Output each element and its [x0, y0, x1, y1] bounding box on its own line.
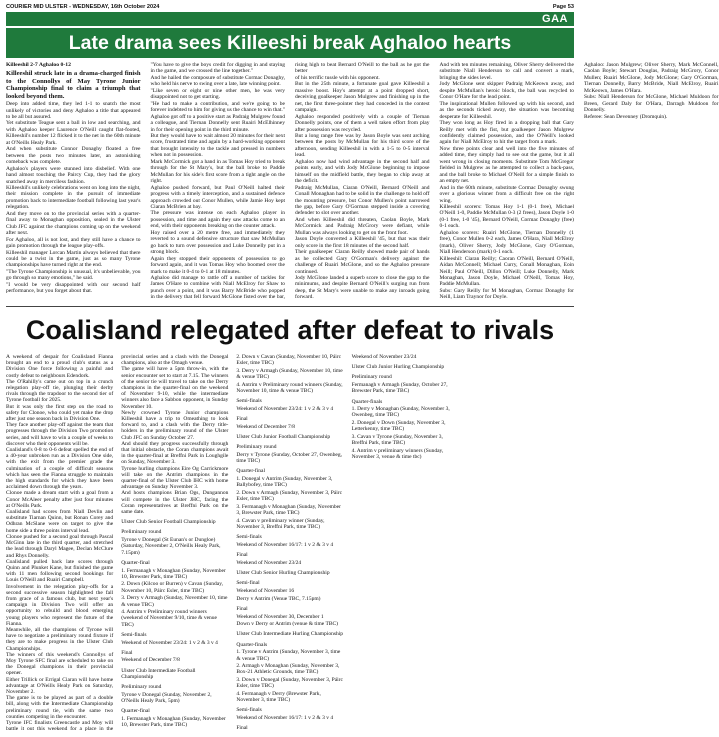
- article2-paragraph: The winners of this weekend's Connollys of Moy Tyrone SFC final are scheduled to take on the Donegal champions in their provincial opener.: [6, 651, 114, 677]
- fixture-item: 1. Tyrone v Antrim (Sunday, November 3, time & venue TBC): [236, 649, 341, 662]
- article2-paragraph: And should they progress successfully through that initial obstacle, the Coran champions await in the quarter-final at Breffni Park in Loughgile on Sunday, November 3.: [121, 440, 229, 466]
- article1-paragraph: Aghaloo got off to a positive start as Padraig Mulgrew found a colleague, and Tiernan Donnelly sent Ruairi McElhinney in for their opening point in the third minute.: [150, 113, 285, 133]
- fixture-heading: Final: [236, 725, 248, 732]
- article2-paragraph: But it was only the first step on the road to safety for Clonoe, who could yet make the drop after just one season back in Division One.: [6, 403, 114, 423]
- article2-paragraph: Either Trillick or Errigal Ciaran will have home advantage at O'Neills Healy Park on Saturday, November 2.: [6, 676, 114, 695]
- fixture-heading: Quarter-final: [121, 559, 150, 566]
- fixture-heading: Final: [236, 605, 248, 612]
- article1-paragraph: And in the 60th minute, substitute Cormac Donaghy swung over a glorious winner from a difficult free on the right wing.: [439, 184, 574, 204]
- fixture-item: Weekend of November 23/24: [351, 354, 417, 360]
- article2-paragraph: A weekend of despair for Coalisland Fianna brought an end to a proud club's status as a Division One force following a painful and costly defeat to neighbours Edendork.: [6, 354, 114, 379]
- fixture-item: 4. Antrim v preliminary winners (Sunday, November 3, venue & time tbc): [351, 447, 444, 461]
- article1-paragraph: Aghaloo pushed forward, but Paul O'Neill halted their progress with a timely interception, and a sustained defence approach crowded out Conor Mullen, while Jamie Hoy kept Ciaran McBrien at bay.: [150, 184, 285, 210]
- fixture-item: 2. Donegal v Down (Sunday, November 3, Letterkenny, time TBC): [351, 420, 446, 433]
- article1-paragraph: Jody McGlone sent skipper Padraig McKeown away, and despite McMullan's heroic block, the ball was recycled to Conor O'Hare for the lead point.: [439, 81, 574, 101]
- article2-paragraph: They face another play-off against the team that progresses through the Division Two promotion series, and will have to win a couple of weeks to discover who their opponents will be.: [6, 422, 114, 447]
- article1-paragraph: And he hailed the composure of substitute Cormac Donaghy, who held his nerve to swing over a late, late winning point.: [150, 74, 285, 88]
- fixture-item: 4. Cavan v preliminary winner (Sunday, November 3, Breffni Park, time TBC): [236, 517, 325, 530]
- article1-paragraph: Aghaloo's players were stunned into disbelief. With one hand almost touching the Paircy Cup, they had the glory snatched away in merciless fashion.: [6, 165, 141, 185]
- fixture-item: Weekend of November 30, December 1: [236, 613, 324, 620]
- article2-paragraph: Tyrone hurling champions Eire Og Carrickmore will take on the Antrim champions in the quarter-final of the Ulster Club IHC with home advantage on Sunday November 3.: [121, 465, 229, 491]
- fixture-heading: Semi-finals: [121, 631, 147, 638]
- article2-paragraph: Tyrone IFC finalists Greencastle and Moy will battle it out this weekend for a place in the provincial series and a clash with the Donegal champions, also at the Omagh venue.: [6, 354, 229, 733]
- fixture-heading: Final: [121, 649, 133, 656]
- fixture-item: Weekend of November 23/24: 1 v 2 & 3 v 4: [236, 405, 334, 412]
- article1-paragraph: But they would have to wait almost 20 minutes for their next score, frustrated time and again by a hard-working opponent that brought intensity to the tackle and pressed in numbers when not in possession.: [150, 132, 285, 159]
- fixture-heading: Ulster Club Senior Hurling Championship: [236, 569, 330, 576]
- article1-paragraph: Aghaloo now had wind advantage in the second half and points early, and with Jody McGlone beginning to impose himself on the midfield battle, they began to chip away at the deficit.: [295, 158, 430, 185]
- fixture-item: 3. Derry v Armagh (Sunday, November 10, time & venue TBC): [236, 367, 343, 381]
- fixture-heading: Quarter-finals: [351, 398, 383, 405]
- article2-paragraph: And hosts champions Brian Ogs, Dungannon will compete in the Ulster JHC, facing the Coran representatives at Breffni Park on the same date.: [121, 490, 229, 516]
- fixture-item: 3. Down v Donegal (Sunday, November 3, Páirc Esler, time TBC): [236, 677, 343, 690]
- article1-paragraph: Jason Doyle converted a Killeeshil '45, but that was their only score in the first 18 minutes of the second half.: [295, 236, 430, 249]
- article2-paragraph: The game will have a 5pm throw-in, with the senior encounter set to start at 7.15. The winners of the senior tie will travel to take on the Derry champions in the quarter-final on the weekend of November 9-10, while the intermediate winners also face a Sabbon opponent, in Sunday November 10.: [121, 366, 229, 410]
- article1-paragraph: Deep into added time, they led 1-1 to snatch the most unlikely of victories and deny Aghaloo a title that appeared to be all but assured.: [6, 101, 141, 120]
- fixture-heading: Preliminary round: [121, 529, 162, 536]
- page-number: Page 53: [552, 4, 574, 10]
- fixture-heading: Final: [236, 416, 248, 423]
- fixture-item: 3. Cavan v Tyrone (Sunday, November 3, Breffni Park, time TBC): [351, 434, 443, 447]
- article1-paragraph: "You have to give the boys credit for digging in and staying in the game, and we crossed the line together.": [150, 62, 285, 75]
- fixture-heading: Semi-final: [236, 580, 260, 587]
- fixture-item: 4. Antrim v Preliminary round winners (weekend of November 9/10, time & venue TBC): [121, 609, 217, 628]
- article1-paragraph: Killeeshil manager Lorcan Martin always believed that there could be a twist in the game, just as so many Tyrone championships have turned right at the end.: [6, 249, 141, 269]
- article2-headline: Coalisland relegated after defeat to rivals: [25, 315, 555, 345]
- article1-paragraph: Aghaloo scorers: Ruairi McGlone, Tiernan Donnelly (1 free), Conor Mullen 0-2 each, James O'Hara, Niall McElroy (mark), Oliver Sherry, Jody McGlone, Gary O'Gorman, Niall Henderson (mark) 0-1 each.: [439, 229, 574, 256]
- fixture-item: 4. Fermanagh v Derry (Brewster Park, November 3, time TBC): [236, 691, 321, 704]
- article1-paragraph: And with ten minutes remaining, Oliver Sherry delivered the substitute Niall Henderson to call and convert a mark, bringing the sides level.: [439, 62, 574, 81]
- article1-paragraph: Yet substitute Teague sent a ball in low and searching, and with Aghaloo keeper Laurence O'Neill caught flat-footed, Killeeshil's number 12 flicked it to the net in the 60th minute at O'Neills Healy Park.: [6, 120, 141, 146]
- fixture-heading: Final: [236, 552, 248, 559]
- article1-paragraph: Aghaloo: Jason Mulgrew; Oliver Sherry, Mark McConnell, Caolan Boyle; Stewart Douglas, Padraig McGrory, Conor Mullen; Ruairi McGlone, Jody McGlone; Gary O'Gorman, Tiernan Donnelly, Barry McBride, Niall McElroy, Ruairi McKeown, James O'Hara.: [584, 62, 719, 94]
- fixture-item: Down v Derry or Antrim (venue & time TBC): [236, 621, 339, 628]
- article1-body: [6, 62, 719, 302]
- article1-paragraph: Killeeshil's unlikely celebrations went on long into the night, their mission complete in the pursuit of immediate promotion back to intermediate football following last year's relegation.: [6, 184, 141, 211]
- fixture-heading: Quarter-finals: [236, 641, 268, 648]
- article1-paragraph: And when substitute Connor Donaghy floated a free between the posts two minutes later, an astonishing comeback was complete.: [6, 146, 141, 166]
- fixture-item: 4. Antrim v Preliminary round winners (Sunday, November 10, time & venue TBC): [236, 381, 343, 395]
- article1-score: Killeeshil 2-7 Aghaloo 0-12: [6, 62, 71, 68]
- article2-paragraph: Clonoe pushed for a second goal through Pascal McGinn late in the third quarter, and stretched the lead through Daryl Magee, Declan McClure and Rhys Donnelly.: [6, 533, 114, 559]
- article2-paragraph: Coalisland pulled back late scores through Quinn and Plunket Kane, but finished the game with 11 men following second bookings for Louis O'Neill and Ruairi Campbell.: [6, 558, 114, 584]
- article1-paragraph: Now three points clear and well into the five minutes of added time, they simply had to see out the game, but it all went wrong in closing moments. Substitute Tom McGregor fielded in Mulgrew as he attempted to collect a back-pass, and the ball broke to Michael O'Neill for a simple finish to an empty net.: [439, 145, 574, 185]
- fixture-item: Weekend of December 7/8: [121, 657, 180, 664]
- article1-paragraph: Subs: Gary Reilly for M Monaghan, Cormac Donaghy for Neill, Liam Traynor for Doyle.: [439, 287, 574, 301]
- fixture-item: Weekend of November 23/24: [236, 559, 302, 566]
- fixture-heading: Quarter-final: [121, 708, 150, 715]
- fixture-item: 1. Fermanagh v Monaghan (Sunday, November 10, Brewster Park, time TBC): [121, 715, 226, 729]
- article1-paragraph: But a long range free was by Jason Boyle was sent arching between the posts by McMullan for his third score of the afternoon, sending Killeeshil in with a 1-5 to 0-5 interval lead.: [295, 132, 430, 159]
- publication-date: COURIER MID ULSTER - WEDNESDAY, 16th October 2024: [6, 4, 160, 10]
- fixture-heading: Preliminary round: [121, 684, 162, 691]
- article1-headline: Late drama sees Killeeshi break Aghaloo hearts: [6, 28, 574, 58]
- section-bar: [6, 12, 574, 26]
- article2-paragraph: Coalisland's 0-8 to 0-6 defeat spelled the end of a 40-year unbroken run as a Division One side, with the exit from the premier grade the culmination of a couple of difficult seasons which has seen the Fianna struggle to maintain the high standards for which they have been acclaimed down through the years.: [6, 447, 114, 491]
- article2-paragraph: Coalisland had scores from Niall Devlin and substitute Tiarnan Quinn, but Ronan Corey and Odhran McSlane were on target to give the home side a three points interval lead.: [6, 509, 114, 534]
- fixture-heading: Semi-finals: [236, 707, 262, 714]
- fixture-item: 1. Derry v Monaghan (Sunday, November 3, Owenbeg, time TBC): [351, 406, 450, 419]
- article1-paragraph: The inspirational Mullen followed up with his second, and as the seconds ticked away, the situation was becoming desperate for Killeeshil.: [439, 100, 574, 120]
- fixture-item: 2. Down v Armagh (Sunday, November 3, Páirc Esler, time TBC): [236, 489, 343, 503]
- article1-intro: Killeeshil struck late in a drama-charged finish to the Connollys of May Tyrone Junior Championship final to claim a triumph that looked beyond them.: [6, 70, 141, 100]
- article1-paragraph: And when Killeeshil did threaten, Caolan Boyle, Mark McCormick and Padraig McGrory were defiant, while Mullan was always looking to get on the front foot.: [295, 216, 430, 236]
- fixture-item: Weekend of November 16/17: 1 v 2 & 3 v 4: [236, 715, 334, 722]
- article1-paragraph: And they move on to the provincial series with a quarter-final away to Monaghan opposition, sealed in the Ulster Club JFC against the champions coming up on the weekend after next.: [6, 210, 141, 237]
- fixture-heading: Ulster Club Intermediate Football Championship: [121, 667, 196, 680]
- article1-paragraph: Killeeshil: Ciaran Reilly; Caoran O'Neill, Bernard O'Neill, Aidan McConnell; Michael Curry, Conall Monaghan, Eoin Neill; Paul O'Neill, Dillon O'Neill; Luke Donnelly, Mark Monaghan, Jason Doyle, Michael O'Neill, Tomas Hoy, Paddie McMullan.: [439, 255, 574, 288]
- article1-paragraph: For Aghaloo, all is not lost, and they still have a chance to gain promotion through the league play-offs.: [6, 236, 141, 250]
- fixture-heading: Quarter-final: [236, 468, 265, 475]
- fixture-heading: Ulster Club Intermediate Hurling Championship: [236, 631, 343, 638]
- article2-paragraph: Clonoe made a dream start with a goal from a Conor McAleer penalty after just four minutes at O'Neills Park.: [6, 490, 114, 509]
- article1-paragraph: But in the 25th minute, a fortunate goal gave Killeeshil a massive boost. Hoy's attempt at a point dropped short, deceiving goalkeeper Jason Mulgrew and finishing up in the net, the first three-pointer they had conceded in the contest campaign.: [295, 81, 430, 114]
- masthead: [6, 2, 574, 12]
- fixture-item: Derry v Antrim (Venue TBC, 7.15pm): [236, 595, 321, 602]
- article1-paragraph: "The Tyrone Championship is unusual, it's unbelievable, you go through so many emotions," he said.: [6, 268, 141, 282]
- article1-paragraph: Aghaloo did manage to rattle off a number of tackles for James O'Hare to combine with Niall McElroy for Shaw to punch over a point, and it was Barry McBride who popped in the delivery that fell forward McGlone fisted over the bar, rising high to beat Bernard O'Neill to the ball as he got the better: [150, 62, 430, 301]
- fixture-heading: Semi-finals: [236, 534, 262, 541]
- article1-paragraph: "He had to make a contribution, and we're going to be forever indebted to him for giving us the chance to win that.": [150, 100, 286, 114]
- fixture-item: Weekend of November 23/24: 1 v 2 & 3 v 4: [121, 639, 218, 646]
- fixture-heading: Ulster Club Junior Hurling Championship: [351, 364, 445, 371]
- fixture-item: Weekend of November 16: [236, 587, 295, 594]
- article1-paragraph: "Like seven or eight or nine other men, he was very disappointed not to get starting.: [150, 87, 285, 101]
- fixture-item: Fermanagh v Armagh (Sunday, October 27, Brewster Park, time TBC): [351, 382, 448, 395]
- fixture-item: 2. Down (Kilcoo or Burren) v Cavan (Sunday, November 10, Páirc Esler, time TBC): [121, 581, 224, 594]
- fixture-item: Tyrone v Donegal (St Eunan's or Dungloe) (Saturday, November 2, O'Neills Healy Park, 7.15pm): [121, 537, 221, 556]
- article2-paragraph: The game is to be played as part of a double bill, along with the Intermediate Championship preliminary round tie, with the same two counties competing in the encounter.: [6, 695, 114, 720]
- fixture-item: Weekend of December 7/8: [236, 423, 296, 430]
- article1-paragraph: Killeeshil scorers: Tomas Hoy 1-1 (0-1 free), Michael O'Neill 1-0, Paddie McMullan 0-3 (2 frees), Jason Doyle 1-0 (0-1 free, 1-0 '45), Bernard O'Neill, Cormac Donaghy (free) 0-1 each.: [439, 203, 574, 230]
- article2-paragraph: The O'Rahilly's came out on top in a crunch relegation play-off tie, plunging their derby rivals through the trapdoor to the second tier of Tyrone football for 2025.: [6, 378, 114, 404]
- article1-paragraph: Jody McGlone landed a superb score to close the gap to the minimums, and despite Bernard O'Neill's surging run from deep, the St Mary's were unable to make any inroads going forward.: [295, 274, 430, 301]
- article2-paragraph: Meanwhile, all the champions of Tyrone will have to negotiate a preliminary round fixture if they are to make progress in the Ulster Club Championships.: [6, 626, 114, 652]
- fixture-item: Derry v Tyrone (Sunday, October 27, Owenbeg, time TBC): [236, 451, 342, 465]
- article2-paragraph: Involvement in the relegation play-offs for a second successive season highlighted the fall from grace of a famous club, but next year's campaign in Division Two will offer an opportunity to rebuild and blood emerging young players who represent the future of the Fianna.: [6, 583, 114, 627]
- divider: [6, 306, 574, 307]
- article1-paragraph: Hoy raised over a 20 metre free, and immediately they reverted to a sound defensive structure that saw McMullan go back to turn over possession and Luke Donnelly put in a strong block.: [150, 229, 285, 256]
- article1-paragraph: They won long as Hoy fired in a dropping ball that Gary Reilly met with the fist, but goalkeeper Jason Mulgrew confidently claimed possession, and the O'Neill's looked again for Niall McElroy to hit the target from a mark.: [439, 120, 574, 146]
- article1-paragraph: Padraig McMullan, Ciaran O'Neill, Bernard O'Neill and Conall Monaghan had to be solid in the challenge to hold off the mounting pressure, but Conor Mullen's point narrowed the gap, before Gary O'Gorman stepped inside a covering defender to slot over another.: [295, 184, 430, 217]
- fixture-item: 3. Derry v Armagh (Sunday, November 10, time & venue TBC): [121, 595, 228, 608]
- fixture-item: 2. Down v Cavan (Sunday, November 10, Páirc Esler, time TBC): [236, 354, 342, 367]
- section-label: GAA: [542, 13, 568, 25]
- article1-paragraph: The pressure was intense on each Aghaloo player in possession, and time and again they saw attacks come to an end, with their opponents breaking on the counter attack.: [150, 210, 285, 230]
- article1-paragraph: Mark McCormick got a hand in as Tomas Hoy tried to break through for the St Mary's, but the ball broke to Paddie McMullan for his side's first score from a tight angle on the right.: [150, 158, 285, 185]
- fixture-item: Tyrone v Donegal (Sunday, November 2, O'Neills Healy Park, 5pm): [121, 691, 212, 704]
- fixture-heading: Semi-finals: [236, 398, 262, 405]
- fixture-heading: Preliminary round: [351, 374, 392, 381]
- article1-paragraph: Referee: Sean Devenney (Dromquin).: [584, 113, 668, 120]
- article1-paragraph: "I would be very disappointed with our second half performance, but you forget about that.: [6, 281, 141, 295]
- fixture-heading: Preliminary round: [236, 444, 277, 451]
- fixture-item: Weekend of November 16/17: 1 v 2 & 3 v 4: [236, 541, 334, 548]
- article1-paragraph: Their goalkeeper Ciaran Reilly showed made pair of hands as he collected Gary O'Gorman's delivery against the challenge of Ruairi McGlone, and so the Aghaloo pressure continued.: [295, 249, 430, 275]
- fixture-item: 1. Fermanagh v Monaghan (Sunday, November 10, Brewster Park, time TBC): [121, 567, 226, 580]
- fixture-item: 3. Fermanagh v Monaghan (Sunday, November 3, Brewster Park, time TBC): [236, 503, 341, 517]
- fixture-item: 2. Armagh v Monaghan (Sunday, November 3, Box-21 Athletic Grounds, time TBC): [236, 663, 340, 676]
- article2-body: [6, 354, 574, 734]
- article2-paragraph: Newly crowned Tyrone Junior champions Killeeshil have a trip to Omeathing to look forward to, and a clash with the Derry title-holders in the preliminary round of the Ulster Club JFC on Sunday October 27.: [121, 409, 229, 441]
- article1-paragraph: Subs: Niall Henderson for McGlone, Michael Muldoon for Breen, Gerard Daly for O'Hara, Darragh Muldoon for Donnelly.: [584, 94, 719, 114]
- fixture-item: 1. Donegal v Antrim (Sunday, November 3, Ballybofey, time TBC): [236, 476, 333, 489]
- fixture-heading: Ulster Club Junior Football Championship: [236, 434, 331, 441]
- article1-paragraph: Again they stopped their opponents of possession to go forward again, and it was Tomas Hoy who boomed over the mark to make it 0-4 to 0-1 at 18 minutes.: [150, 255, 285, 275]
- fixture-heading: Ulster Club Senior Football Championship: [121, 519, 216, 526]
- article1-paragraph: Aghaloo responded positively with a couple of Tiernan Donnelly points, one of them a well taken effort from play after possession was recycled.: [295, 113, 430, 133]
- article1-paragraph: of his terrific tussle with his opponent.: [295, 74, 380, 81]
